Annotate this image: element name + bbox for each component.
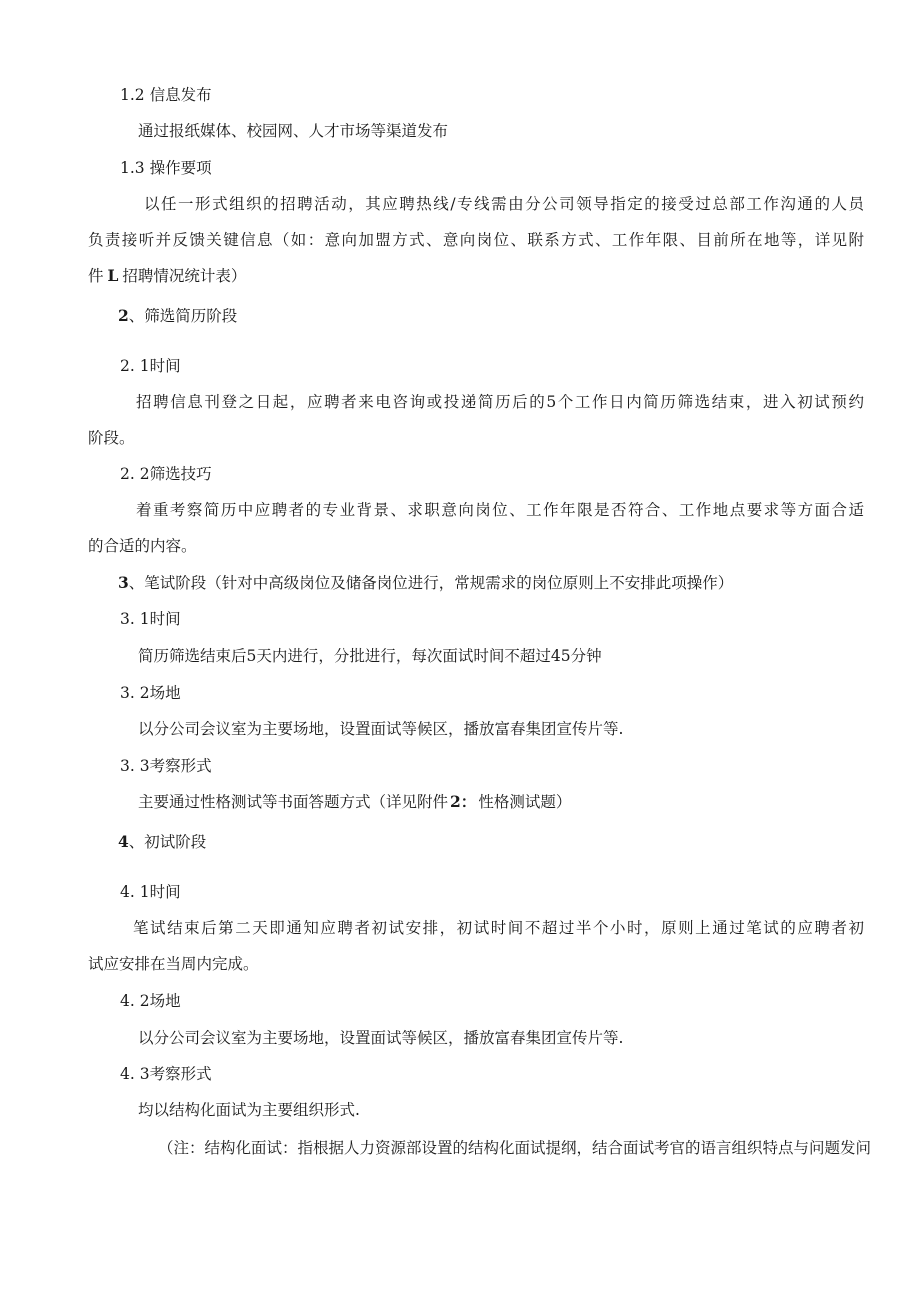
heading-2-2: 2. 2筛选技巧: [120, 465, 212, 483]
paragraph-4-3: 均以结构化面试为主要组织形式.: [138, 1101, 360, 1119]
section-number: 4: [118, 832, 129, 851]
heading-3-2: 3. 2场地: [120, 684, 181, 702]
heading-4-2: 4. 2场地: [120, 992, 181, 1010]
section-title: 、筛选简历阶段: [128, 307, 238, 325]
section-2-title: [118, 305, 237, 327]
paragraph-2-2-line2: 的合适的内容。: [88, 537, 197, 555]
paragraph-2-1-line2: 阶段。: [88, 429, 135, 447]
paragraph-1-2: 通过报纸媒体、校园网、人才市场等渠道发布: [138, 122, 449, 140]
heading-1-3: 1.3 操作要项: [120, 159, 212, 177]
section-4-title: [118, 831, 206, 853]
paragraph-4-1-line2: 试应安排在当周内完成。: [88, 955, 259, 973]
paragraph-4-2: 以分公司会议室为主要场地，设置面试等候区，播放富春集团宣传片等.: [138, 1029, 624, 1047]
paragraph-4-1-line1: 笔试结束后第二天即通知应聘者初试安排，初试时间不超过半个小时，原则上通过笔试的应聘者初: [133, 919, 864, 937]
paragraph-1-3-line3: [88, 265, 246, 287]
heading-2-1: 2. 1时间: [120, 357, 181, 375]
text-fragment: 主要通过性格测试等书面答题方式（详见附件: [138, 793, 449, 811]
text-fragment: 招聘情况统计表）: [122, 267, 247, 285]
paragraph-3-1: 简历筛选结束后5天内进行，分批进行，每次面试时间不超过45分钟: [138, 647, 602, 665]
paragraph-1-3-line1: 以任一形式组织的招聘活动，其应聘热线/专线需由分公司领导指定的接受过总部工作沟通的人员: [144, 195, 864, 213]
note-structured-interview: （注：结构化面试：指根据人力资源部设置的结构化面试提纲，结合面试考官的语言组织特点与问题发问: [158, 1139, 872, 1157]
text-fragment: 性格测试题）: [478, 793, 572, 811]
heading-3-3: 3. 3考察形式: [120, 757, 212, 775]
section-title: 、初试阶段: [128, 833, 207, 851]
attachment-number: 2：: [450, 792, 477, 811]
section-3-title: [118, 572, 733, 594]
heading-4-3: 4. 3考察形式: [120, 1065, 212, 1083]
paragraph-3-2: 以分公司会议室为主要场地，设置面试等候区，播放富春集团宣传片等.: [138, 720, 624, 738]
paragraph-3-3: [138, 791, 571, 813]
paragraph-2-2-line1: 着重考察简历中应聘者的专业背景、求职意向岗位、工作年限是否符合、工作地点要求等方面合适: [136, 501, 864, 519]
section-number: 3: [118, 573, 129, 592]
attachment-number: L: [107, 266, 119, 285]
paragraph-2-1-line1: 招聘信息刊登之日起，应聘者来电咨询或投递简历后的5个工作日内简历筛选结束，进入初试预约: [136, 393, 864, 411]
heading-1-2: 1.2 信息发布: [120, 86, 212, 104]
text-fragment: 件: [88, 267, 104, 285]
heading-4-1: 4. 1时间: [120, 883, 181, 901]
section-title: 、笔试阶段（针对中高级岗位及储备岗位进行，常规需求的岗位原则上不安排此项操作）: [128, 574, 734, 592]
section-number: 2: [118, 306, 129, 325]
paragraph-1-3-line2: 负责接听并反馈关键信息（如：意向加盟方式、意向岗位、联系方式、工作年限、目前所在地等，详见附: [88, 231, 864, 249]
heading-3-1: 3. 1时间: [120, 610, 181, 628]
